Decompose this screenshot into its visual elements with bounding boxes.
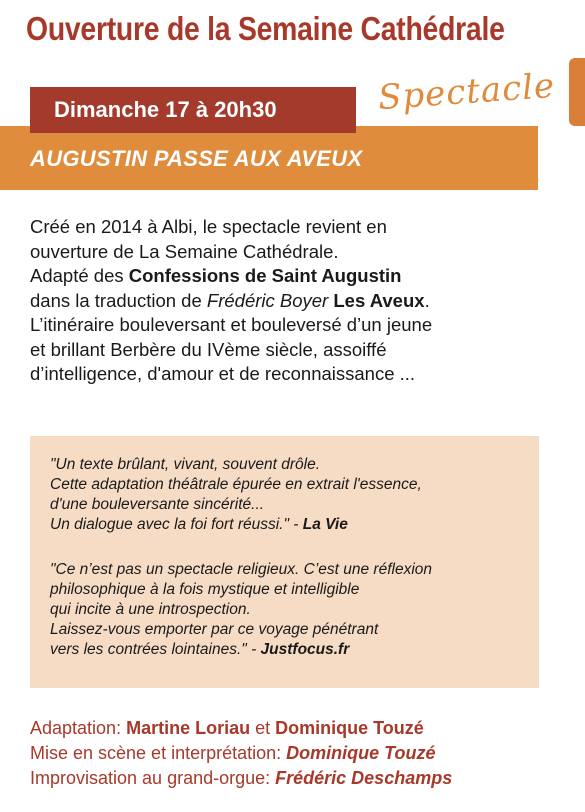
quote-text: vers les contrées lointaines." - bbox=[50, 641, 261, 658]
work-title: Confessions de Saint Augustin bbox=[128, 265, 402, 286]
desc-text: Adapté des bbox=[30, 265, 129, 286]
category-label: Spectacle bbox=[376, 65, 557, 119]
desc-text: . bbox=[424, 289, 430, 311]
desc-line: et brillant Berbère du IVème siècle, assoiffé bbox=[30, 338, 387, 360]
desc-line: L’itinéraire bouleversant et bouleversé d’un jeune bbox=[30, 314, 433, 335]
side-tab-decoration bbox=[569, 58, 585, 126]
credit-label: Mise en scène et interprétation: bbox=[30, 743, 287, 763]
desc-line bbox=[30, 289, 560, 314]
date-badge bbox=[30, 87, 356, 133]
quote-line bbox=[50, 515, 422, 535]
quote-line bbox=[50, 640, 432, 660]
translator-name: Frédéric Boyer bbox=[206, 289, 329, 311]
book-title: Les Aveux bbox=[333, 289, 425, 311]
credit-label: Improvisation au grand-orgue: bbox=[30, 768, 276, 788]
desc-line: Créé en 2014 à Albi, le spectacle revient en bbox=[30, 216, 387, 237]
desc-line: d’intelligence, d'amour et de reconnaissance ... bbox=[30, 363, 416, 384]
review-quote-1 bbox=[50, 455, 422, 535]
review-quote-2 bbox=[50, 560, 432, 660]
credit-name: Frédéric Deschamps bbox=[275, 768, 453, 788]
description bbox=[30, 215, 560, 387]
quote-line: "Un texte brûlant, vivant, souvent drôle. bbox=[50, 456, 321, 473]
quote-line: philosophique à la fois mystique et intelligible bbox=[50, 581, 360, 598]
desc-text: dans la traduction de bbox=[30, 289, 207, 311]
credit-line bbox=[30, 716, 452, 741]
credit-name: Martine Loriau bbox=[126, 718, 251, 738]
quote-line: Laissez-vous emporter par ce voyage pénétrant bbox=[50, 621, 379, 638]
desc-line bbox=[30, 264, 560, 289]
quote-line: qui incite à une introspection. bbox=[50, 601, 251, 618]
credits bbox=[30, 716, 452, 791]
credit-line bbox=[30, 766, 452, 791]
credit-conj: et bbox=[250, 718, 276, 738]
show-title: AUGUSTIN PASSE AUX AVEUX bbox=[30, 146, 363, 171]
quote-line: Cette adaptation théâtrale épurée en extrait l'essence, bbox=[50, 476, 422, 493]
credit-label: Adaptation: bbox=[30, 718, 127, 738]
quote-line: d'une bouleversante sincérité... bbox=[50, 496, 265, 513]
credit-name: Dominique Touzé bbox=[286, 743, 436, 763]
date-text: Dimanche 17 à 20h30 bbox=[54, 97, 277, 122]
page-title: Ouverture de la Semaine Cathédrale bbox=[26, 10, 505, 47]
credit-line bbox=[30, 741, 452, 766]
quote-line: "Ce n’est pas un spectacle religieux. C’est une réflexion bbox=[50, 561, 433, 578]
quote-source: Justfocus.fr bbox=[260, 641, 350, 658]
credit-name: Dominique Touzé bbox=[275, 718, 424, 738]
desc-line: ouverture de La Semaine Cathédrale. bbox=[30, 240, 339, 262]
quote-source: La Vie bbox=[302, 516, 348, 533]
quote-text: Un dialogue avec la foi fort réussi." - bbox=[50, 516, 303, 533]
